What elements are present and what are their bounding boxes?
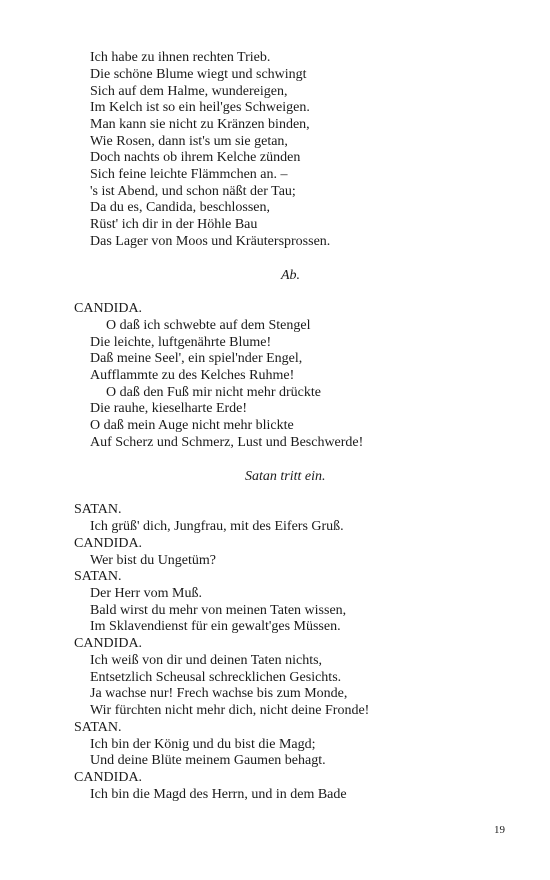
verse-line: Sich feine leichte Flämmchen an. –	[90, 167, 288, 182]
verse-line: Daß meine Seel', ein spiel'nder Engel,	[90, 351, 303, 366]
speaker-name: SATAN.	[74, 569, 122, 584]
speaker-name: SATAN.	[74, 502, 122, 517]
verse-line: O daß mein Auge nicht mehr blickte	[90, 418, 294, 433]
verse-line: Doch nachts ob ihrem Kelche zünden	[90, 150, 301, 165]
speaker-name: SATAN.	[74, 720, 122, 735]
verse-line: Man kann sie nicht zu Kränzen binden,	[90, 117, 310, 132]
verse-line: Wie Rosen, dann ist's um sie getan,	[90, 134, 288, 149]
verse-line: Ich weiß von dir und deinen Taten nichts,	[90, 653, 323, 668]
verse-line: Die schöne Blume wiegt und schwingt	[90, 67, 307, 82]
verse-line: O daß ich schwebte auf dem Stengel	[106, 318, 311, 333]
verse-line: Das Lager von Moos und Kräutersprossen.	[90, 234, 331, 249]
verse-line: Ich bin die Magd des Herrn, und in dem Bade	[90, 787, 347, 802]
speaker-name: CANDIDA.	[74, 770, 143, 785]
verse-line: Ich habe zu ihnen rechten Trieb.	[90, 50, 271, 65]
verse-line: Im Kelch ist so ein heil'ges Schweigen.	[90, 100, 310, 115]
verse-line: Rüst' ich dir in der Höhle Bau	[90, 217, 258, 232]
verse-line: Die rauhe, kieselharte Erde!	[90, 401, 248, 416]
verse-line: Wer bist du Ungetüm?	[90, 553, 217, 568]
verse-line: Die leichte, luftgenährte Blume!	[90, 335, 272, 350]
verse-line: Wir fürchten nicht mehr dich, nicht deine Fronde!	[90, 703, 370, 718]
speaker-name: CANDIDA.	[74, 636, 143, 651]
verse-line: Ja wachse nur! Frech wachse bis zum Monde,	[90, 686, 348, 701]
verse-line: Entsetzlich Scheusal schrecklichen Gesichts.	[90, 670, 342, 685]
verse-line: Und deine Blüte meinem Gaumen behagt.	[90, 753, 326, 768]
verse-line: Aufflammte zu des Kelches Ruhme!	[90, 368, 295, 383]
verse-line: Ich grüß' dich, Jungfrau, mit des Eifers Gruß.	[90, 519, 344, 534]
verse-line: Bald wirst du mehr von meinen Taten wissen,	[90, 603, 347, 618]
speaker-name: CANDIDA.	[74, 536, 143, 551]
verse-line: Sich auf dem Halme, wundereigen,	[90, 84, 288, 99]
verse-line: Da du es, Candida, beschlossen,	[90, 200, 271, 215]
verse-line: Der Herr vom Muß.	[90, 586, 202, 601]
verse-line: Auf Scherz und Schmerz, Lust und Beschwerde!	[90, 435, 364, 450]
verse-line: O daß den Fuß mir nicht mehr drückte	[106, 385, 322, 400]
stage-direction: Satan tritt ein.	[245, 469, 326, 484]
verse-line: Ich bin der König und du bist die Magd;	[90, 737, 316, 752]
page-number: 19	[494, 824, 505, 836]
speaker-name: CANDIDA.	[74, 301, 143, 316]
stage-direction: Ab.	[281, 268, 301, 283]
verse-line: Im Sklavendienst für ein gewalt'ges Müssen.	[90, 619, 341, 634]
verse-line: 's ist Abend, und schon näßt der Tau;	[90, 184, 296, 199]
